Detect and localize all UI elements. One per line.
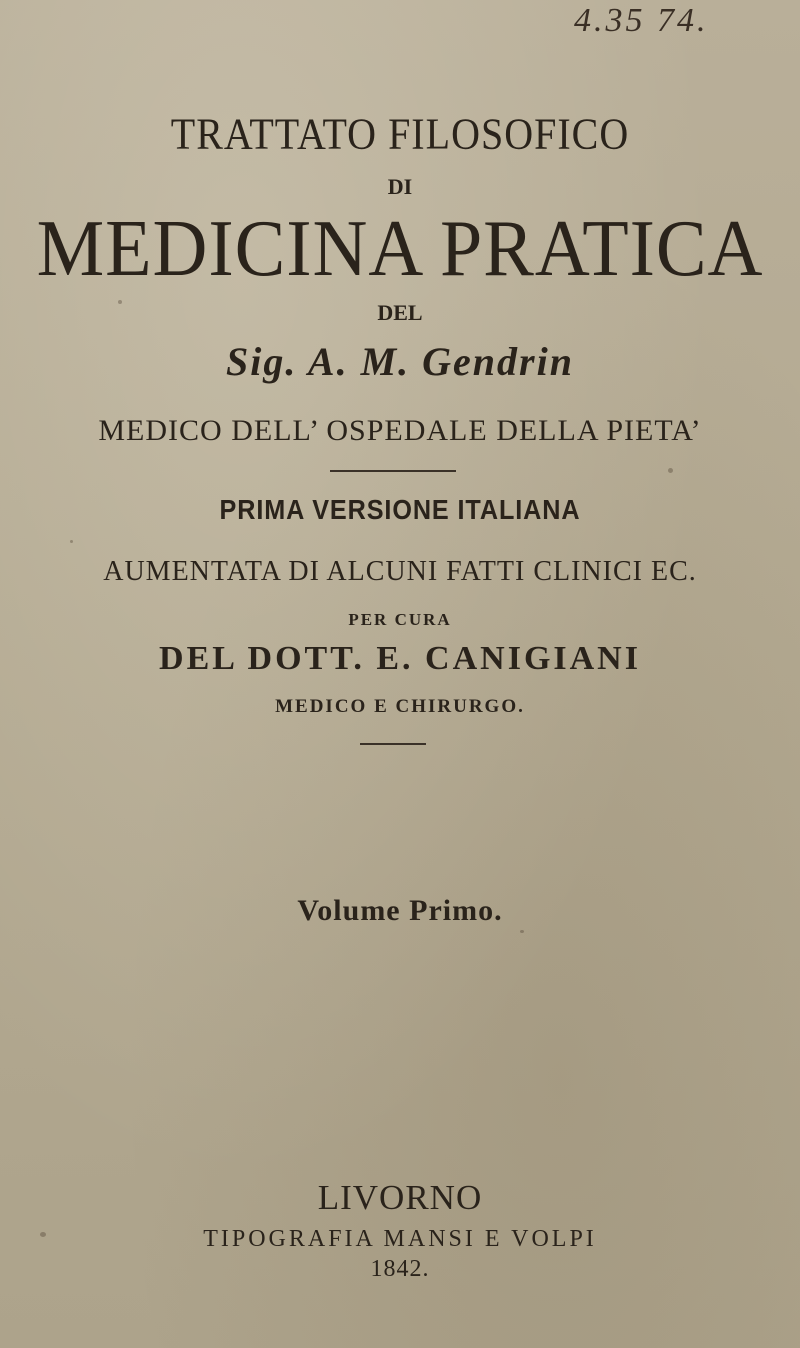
author-name: Sig. A. M. Gendrin bbox=[226, 339, 574, 384]
editor-role: MEDICO E CHIRURGO. bbox=[275, 696, 525, 717]
volume-label: Volume Primo. bbox=[297, 894, 503, 927]
paper-speck bbox=[118, 300, 122, 304]
author-prefix: DEL bbox=[377, 300, 423, 325]
divider-rule-short bbox=[360, 743, 426, 745]
imprint-city: LIVORNO bbox=[317, 1178, 483, 1217]
main-title: MEDICINA PRATICA bbox=[36, 205, 764, 293]
editor-intro: PER CURA bbox=[348, 610, 452, 629]
imprint-printer: TIPOGRAFIA MANSI E VOLPI bbox=[203, 1226, 597, 1252]
editor-name: DEL DOTT. E. CANIGIANI bbox=[159, 640, 641, 677]
edition-version: PRIMA VERSIONE ITALIANA bbox=[219, 494, 581, 525]
paper-speck bbox=[668, 468, 673, 473]
paper-speck bbox=[520, 930, 524, 933]
title-line-1: TRATTATO FILOSOFICO bbox=[170, 108, 630, 159]
author-position: MEDICO DELL’ OSPEDALE DELLA PIETA’ bbox=[98, 414, 702, 447]
edition-augmented: AUMENTATA DI ALCUNI FATTI CLINICI EC. bbox=[103, 556, 697, 587]
shelfmark-handwritten: 4.35 74. bbox=[574, 2, 709, 39]
imprint-year: 1842. bbox=[370, 1256, 430, 1282]
paper-speck bbox=[70, 540, 73, 543]
divider-rule bbox=[330, 470, 456, 472]
paper-speck bbox=[40, 1232, 46, 1237]
title-line-2: DI bbox=[387, 174, 413, 199]
